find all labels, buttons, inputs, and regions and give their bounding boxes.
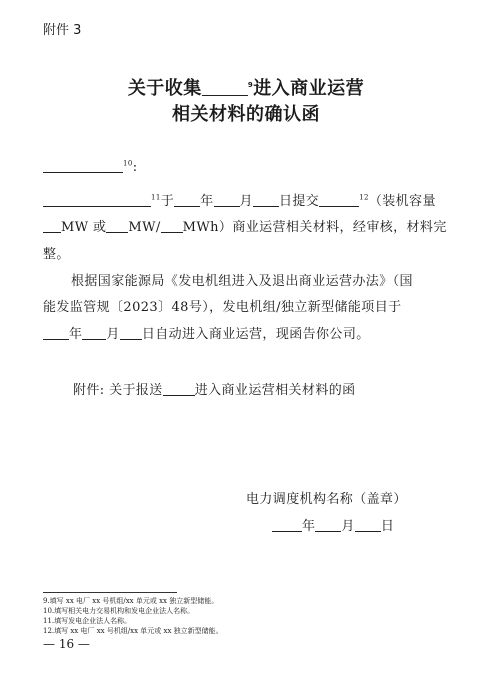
- footnote-ref-11: 11: [151, 193, 161, 202]
- footnote-12: 12.填写 xx 电厂 xx 号机组/xx 单元或 xx 独立新型储能。: [43, 627, 223, 635]
- attachment-label: 附件 3: [43, 23, 82, 38]
- paragraph1-line1: $^{11}$于 年 月 日提交 $^{12}$（装机容量: [43, 190, 436, 209]
- document-title-line2: 相关材料的确认函: [172, 104, 320, 125]
- recipient-blank: [43, 159, 123, 173]
- paragraph1-line3: 整。: [43, 247, 70, 262]
- title-blank: [202, 77, 248, 96]
- footnote-ref-9: 9: [247, 81, 254, 89]
- applicant-blank: [43, 193, 151, 207]
- salutation-line: $^{10}$:: [43, 159, 138, 175]
- paragraph2-line1: 根据国家能源局《发电机组进入及退出商业运营办法》（国: [71, 274, 413, 289]
- signature-org: 电力调度机构名称（盖章）: [246, 492, 407, 507]
- footnote-divider: [43, 592, 177, 593]
- paragraph2-line2: 能发监管规〔2023〕48号），发电机组/独立新型储能项目于: [43, 300, 402, 315]
- page-number: — 16 —: [43, 637, 90, 651]
- footnote-11: 11.填写发电企业法人名称。: [43, 617, 132, 625]
- attachment-reference: 附件: 关于报送 进入商业运营相关材料的函: [73, 383, 356, 398]
- paragraph1-line2: MW 或 MW/ MWh）商业运营相关材料，经审核，材料完: [43, 216, 447, 235]
- footnote-ref-10: 10: [123, 159, 133, 168]
- document-title-line1: 关于收集 $^9$进入商业运营: [127, 78, 365, 99]
- signature-date: 年 月 日: [272, 515, 394, 534]
- footnote-ref-12: 12: [359, 193, 369, 202]
- footnote-9: 9.填写 xx 电厂 xx 号机组/xx 单元或 xx 独立新型储能。: [43, 597, 219, 605]
- paragraph2-line3: 年 月 日自动进入商业运营，现函告你公司。: [43, 323, 370, 342]
- footnote-10: 10.填写相关电力交易机构和发电企业法人名称。: [43, 607, 195, 615]
